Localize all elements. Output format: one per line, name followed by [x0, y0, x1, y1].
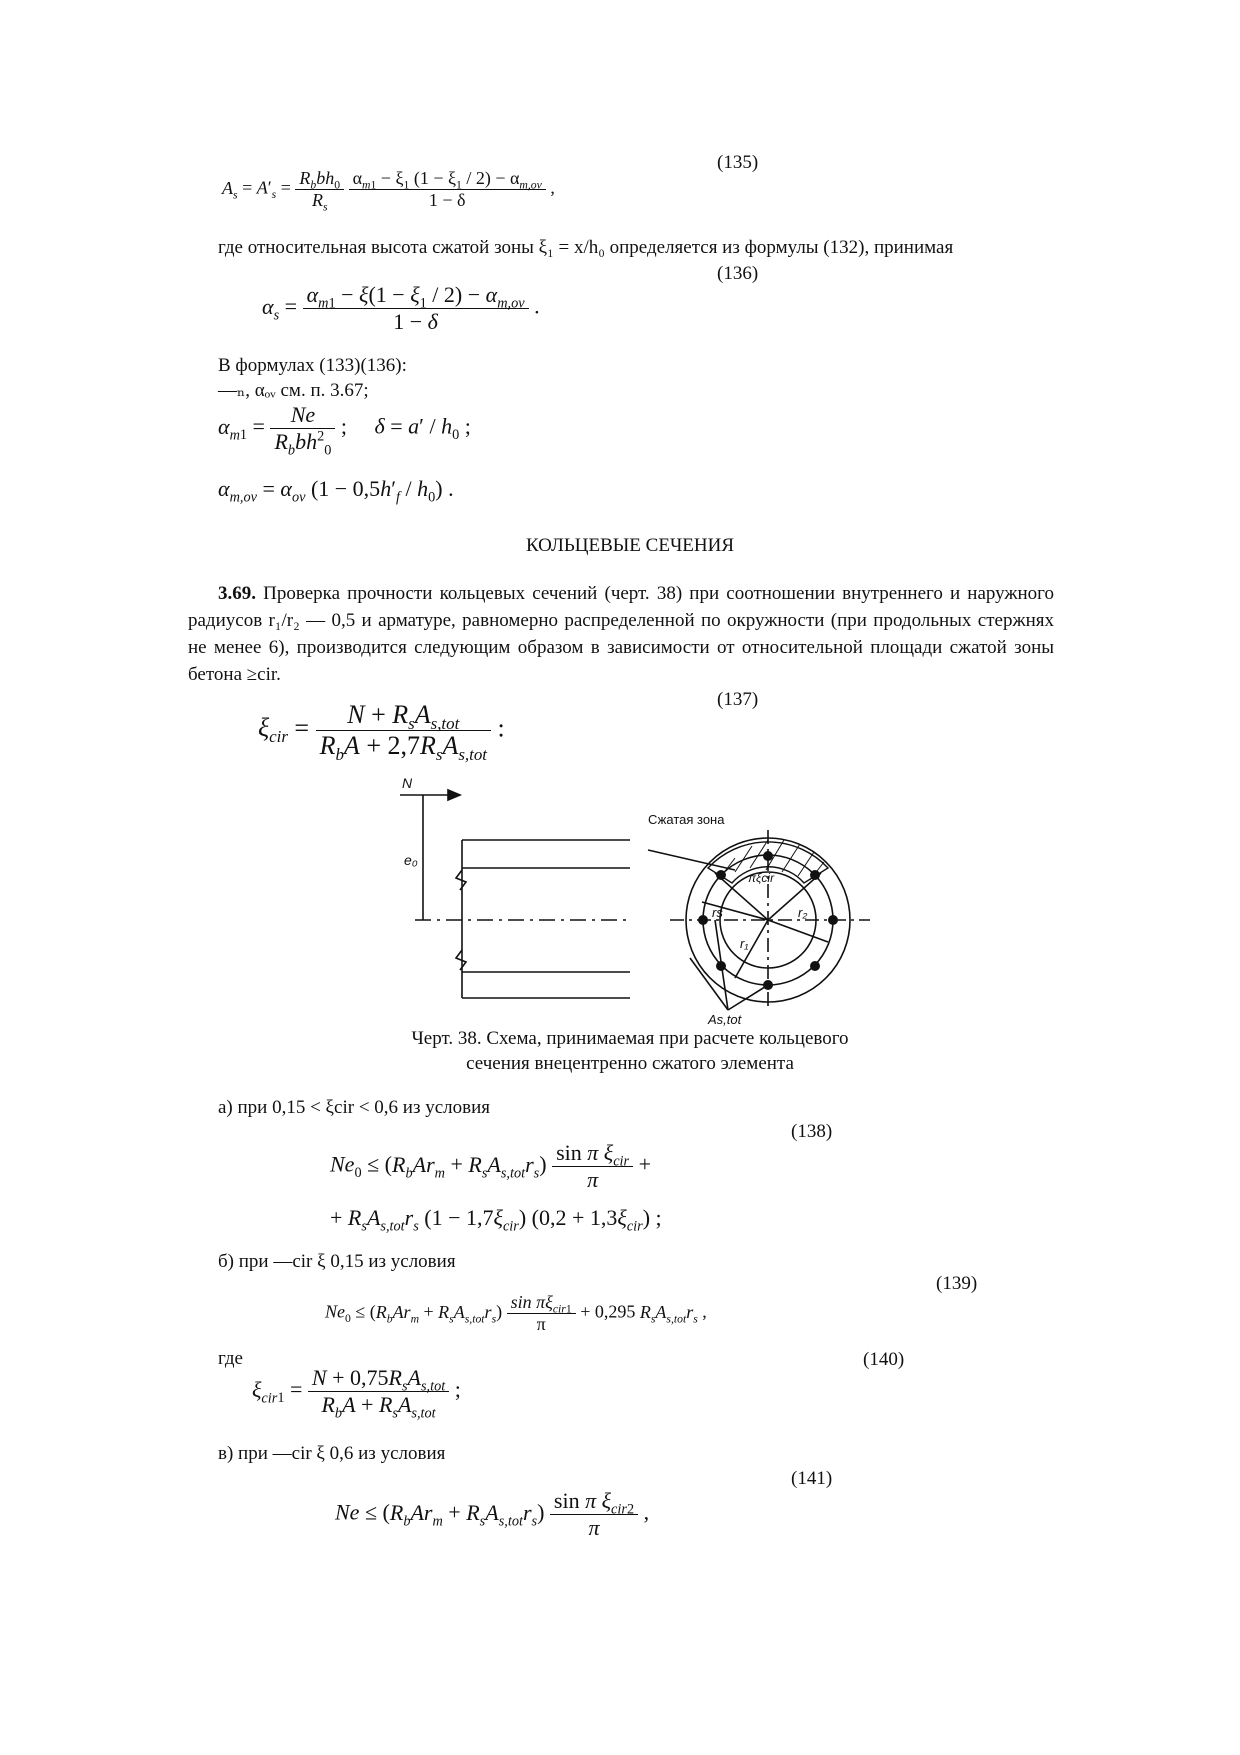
text-in-formulas: В формулах (133)(136):: [218, 355, 407, 376]
equation-number-139: (139): [936, 1273, 978, 1294]
formula-138-line2: + $R_sA_{s,tot}r_s$ $(1 - 1,7\xi_{cir})$ $(0,2 + 1,3\xi_{cir})$ ;: [330, 1205, 662, 1235]
equation-number-136: (136): [717, 263, 759, 284]
formula-140: $\xi_{cir1}$ = $\frac{N + 0,75R_sA_{s,tot}}{R_bA + R_sA_{s,tot}}$ ;: [252, 1365, 461, 1422]
text-case-c: в) при —cir ξ 0,6 из условия: [218, 1443, 446, 1464]
label-r1: r₁: [740, 936, 749, 951]
caption-line-2: сечения внецентренно сжатого элемента: [466, 1053, 794, 1074]
formula-137: $\xi_{cir}$ = $\frac{N + R_sA_{s,tot}}{R_bA + 2,7R_sA_{s,tot}}$ :: [258, 700, 505, 765]
text-case-a: а) при 0,15 < ξcir < 0,6 из условия: [218, 1097, 491, 1118]
formula-139: $Ne_0 \le (R_bAr_m + R_sA_{s,tot}r_s)$ $\frac{\sin \pi\xi_{cir1}}{\pi}$ + 0,295 $R_sA_{s,tot}r_s$ ,: [325, 1292, 707, 1334]
label-compressed-zone: Сжатая зона: [648, 812, 725, 827]
label-As-tot: As,tot: [708, 1012, 742, 1027]
paragraph-number: 3.69.: [218, 583, 256, 604]
text-where-xi: где относительная высота сжатой зоны ξ₁ = x/h₀ определяется из формулы (132), принимая: [218, 237, 954, 258]
paragraph-3-69: [188, 580, 1054, 688]
figure-caption: [300, 1026, 960, 1076]
formula-135: $A_s = A'_s$ = $\frac{R_bbh_0}{R_s}$ $\frac{\alpha_{m1} - \xi_1 (1 - \xi_1 / 2) - \alpha_{m,ov}}{1 - \delta}$ ,: [222, 168, 555, 214]
label-N: N: [402, 775, 413, 791]
text-case-b: б) при —cir ξ 0,15 из условия: [218, 1251, 456, 1272]
formula-141: $Ne \le (R_bAr_m + R_sA_{s,tot}r_s)$ $\frac{\sin \pi \xi_{cir2}}{\pi}$ ,: [335, 1488, 650, 1540]
formula-138-line1: $Ne_0 \le (R_bAr_m + R_sA_{s,tot}r_s)$ $\frac{\sin \pi \xi_{cir}}{\pi}$ +: [330, 1140, 652, 1192]
label-r2: r₂: [798, 905, 808, 920]
formula-136: $\alpha_s$ = $\frac{\alpha_{m1} - \xi(1 - \xi_1 / 2) - \alpha_{m,ov}}{1 - \delta}$ .: [262, 282, 540, 334]
text-where: где: [218, 1348, 243, 1369]
section-title: КОЛЬЦЕВЫЕ СЕЧЕНИЯ: [525, 535, 735, 556]
label-pi-xi: πξcir: [748, 871, 775, 885]
formula-alpha-m1: $\alpha_{m1}$ = $\frac{Ne}{R_bbh^2_0}$ ; $\delta = a' / h_0$ ;: [218, 402, 471, 459]
equation-number-141: (141): [791, 1468, 833, 1489]
caption-line-1: Черт. 38. Схема, принимаемая при расчете кольцевого: [411, 1028, 849, 1049]
equation-number-137: (137): [717, 689, 759, 710]
text-alpha-n: —ₙ, αₒᵥ см. п. 3.67;: [218, 380, 369, 401]
figure-38: [390, 770, 880, 1030]
label-rs: rs: [712, 905, 723, 920]
equation-number-140: (140): [863, 1349, 905, 1370]
label-e0: e₀: [404, 852, 418, 868]
paragraph-body: Проверка прочности кольцевых сечений (черт. 38) при соотношении внутреннего и наружного радиусов r₁/r₂ — 0,5 и арматуре, равномерно распределенной по окружности (при продольных стержнях не менее 6), производится следующим образом в зависимости от относительной площади сжатой зоны бетона ≥cir.: [188, 583, 1054, 685]
equation-number-138: (138): [791, 1121, 833, 1142]
formula-alpha-mov: $\alpha_{m,ov} = \alpha_{ov}$ $(1 - 0,5h'_f / h_0)$ .: [218, 476, 454, 506]
equation-number-135: (135): [717, 152, 759, 173]
